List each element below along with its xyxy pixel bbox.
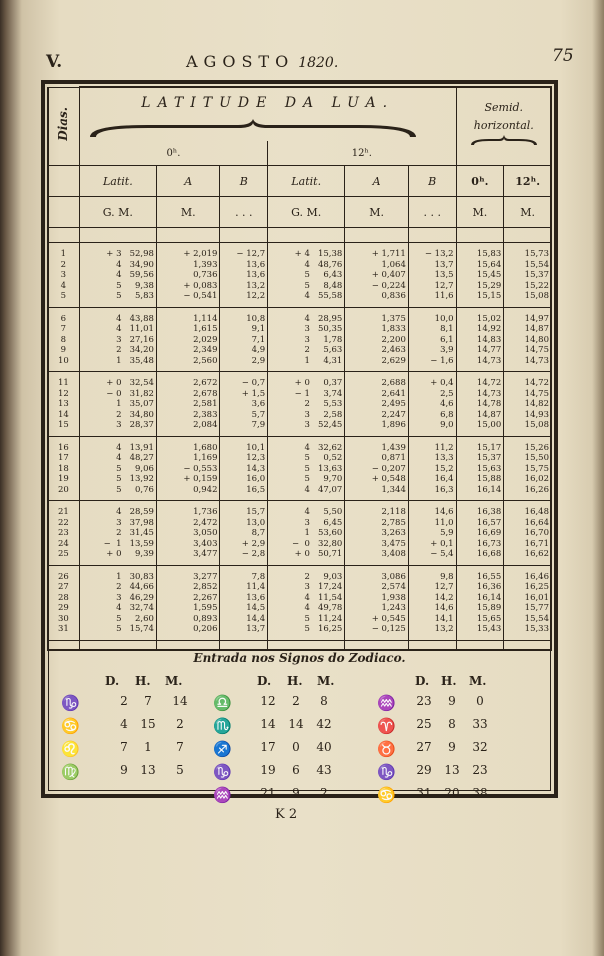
- cancer-icon: ♋: [61, 717, 80, 735]
- table-title: LATITUDE DA LUA.: [141, 95, 395, 111]
- entry-minute: 0: [476, 694, 484, 708]
- hour0-label: 0ʰ.: [79, 141, 267, 166]
- hour12-label: 12ʰ.: [268, 141, 456, 166]
- lat0-cell: 4 28,59 3 37,98 2 31,45 − 1 13,59 + 0 9,39: [103, 507, 154, 559]
- entry-day: 31: [416, 786, 432, 800]
- zodiac-entry: [61, 740, 211, 763]
- aries-icon: ♈: [377, 717, 396, 735]
- entry-hour: 7: [144, 694, 152, 708]
- entry-day: 29: [416, 763, 432, 777]
- b12-cell: − 13,2 13,7 13,5 12,7 11,6: [424, 249, 454, 301]
- semid12-cell: 15,26 15,50 15,75 16,02 16,26: [524, 442, 549, 495]
- entry-minute: 33: [472, 717, 488, 731]
- col-semid-0: 0ʰ.: [456, 166, 504, 197]
- entry-hour: 13: [444, 763, 460, 777]
- table-title-cell: [79, 87, 456, 142]
- entry-hour: 15: [140, 717, 156, 731]
- semid0-cell: 15,02 14,92 14,83 14,77 14,73: [476, 313, 502, 366]
- entry-hour: 20: [444, 786, 460, 800]
- b12-cell: 10,0 8,1 6,1 3,9 − 1,6: [430, 313, 454, 366]
- lat12-cell: + 0 0,37 − 1 3,74 2 5,53 3 2,58 3 52,45: [294, 378, 343, 430]
- table-row-block: [48, 565, 552, 640]
- a0-cell: 1,680 1,169 − 0,553 + 0,159 0,942: [183, 442, 218, 495]
- unit-dots-0: . . .: [220, 197, 268, 228]
- small-brace-ornament: [469, 135, 539, 147]
- a0-cell: + 2,019 1,393 0,736 + 0,083 − 0,541: [183, 249, 218, 301]
- lat12-cell: 2 9,03 3 17,24 4 11,54 4 49,78 5 11,24 5 16,25: [304, 571, 343, 634]
- header-m: M.: [317, 674, 335, 688]
- cancer-icon: ♋: [377, 786, 396, 804]
- dias-label: Dias.: [56, 107, 71, 142]
- table-row-block: [48, 307, 552, 372]
- zodiac-entry: [377, 717, 527, 740]
- entry-day: 23: [416, 694, 432, 708]
- zodiac-section: [47, 648, 552, 804]
- zodiac-entry: [213, 763, 363, 786]
- entry-day: 9: [120, 763, 128, 777]
- page-title: [186, 52, 338, 71]
- semid12-cell: 16,48 16,64 16,70 16,71 16,62: [524, 507, 549, 559]
- entry-minute: 43: [316, 763, 332, 777]
- entry-hour: 8: [448, 717, 456, 731]
- entry-day: 2: [120, 694, 128, 708]
- entry-day: 14: [260, 717, 276, 731]
- header-d: D.: [257, 674, 272, 688]
- b0-cell: − 0,7 + 1,5 3,6 5,7 7,9: [241, 378, 266, 430]
- semid0-cell: 15,17 15,37 15,63 15,88 16,14: [476, 442, 502, 495]
- zodiac-entry: [61, 763, 211, 786]
- unit-m-0: M.: [156, 197, 220, 228]
- zodiac-header: [61, 674, 211, 694]
- b0-cell: − 12,7 13,6 13,6 13,2 12,2: [236, 249, 266, 301]
- brace-ornament: [88, 117, 418, 139]
- header-m: M.: [165, 674, 183, 688]
- lat0-cell: + 0 32,54 − 0 31,82 1 35,07 2 34,80 3 28,37: [106, 378, 154, 430]
- unit-m-semid-0: M.: [456, 197, 504, 228]
- dias-header-cell: [48, 87, 80, 166]
- table-row-block: [48, 436, 552, 501]
- entry-minute: 32: [472, 740, 488, 754]
- col-semid-12: 12ʰ.: [504, 166, 552, 197]
- entry-minute: 40: [316, 740, 332, 754]
- aquarius-icon: ♒: [213, 786, 232, 804]
- entry-hour: 6: [292, 763, 300, 777]
- lat12-cell: 4 32,62 5 0,52 5 13,63 5 9,70 4 47,07: [304, 442, 343, 495]
- leo-icon: ♌: [61, 740, 80, 758]
- zodiac-entry: [213, 740, 363, 763]
- month-title: AGOSTO: [186, 52, 295, 71]
- header-h: H.: [287, 674, 303, 688]
- semid0-cell: 14,72 14,73 14,78 14,87 15,00: [476, 378, 502, 430]
- unit-dots-12: . . .: [408, 197, 456, 228]
- semid0-cell: 15,83 15,64 15,45 15,29 15,15: [476, 249, 502, 301]
- unit-m-semid-12: M.: [504, 197, 552, 228]
- zodiac-title: Entrada nos Signos do Zodiaco.: [193, 651, 406, 665]
- sagittarius-icon: ♐: [213, 740, 232, 758]
- entry-hour: 1: [144, 740, 152, 754]
- entry-hour: 9: [448, 740, 456, 754]
- virgo-icon: ♍: [61, 763, 80, 781]
- lat12-cell: + 4 15,38 4 48,76 5 6,43 5 8,48 4 55,58: [294, 249, 343, 301]
- header-h: H.: [135, 674, 151, 688]
- entry-hour: 2: [292, 694, 300, 708]
- semid12-cell: 15,73 15,54 15,37 15,22 15,08: [524, 249, 549, 301]
- entry-day: 7: [120, 740, 128, 754]
- page-number: 75: [552, 46, 574, 66]
- days-cell: 26 27 28 29 30 31: [57, 571, 69, 634]
- lat0-cell: 4 43,88 4 11,01 3 27,16 2 34,20 1 35,48: [116, 313, 154, 366]
- entry-day: 17: [260, 740, 276, 754]
- entry-day: 21: [260, 786, 276, 800]
- b0-cell: 10,8 9,1 7,1 4,9 2,9: [246, 313, 266, 366]
- zodiac-column-3: [377, 674, 527, 809]
- signature-mark: K 2: [275, 807, 298, 822]
- zodiac-header: [213, 674, 363, 694]
- capricorn-icon: ♑: [213, 763, 232, 781]
- a12-cell: 1,375 1,833 2,200 2,463 2,629: [381, 313, 406, 366]
- entry-minute: 38: [472, 786, 488, 800]
- days-cell: 6 7 8 9 10: [57, 313, 69, 366]
- zodiac-entry: [61, 694, 211, 717]
- semid12-cell: 14,72 14,75 14,82 14,93 15,08: [524, 378, 549, 430]
- a12-cell: 2,688 2,641 2,495 2,247 1,896: [381, 378, 406, 430]
- header-d: D.: [105, 674, 120, 688]
- semid-label: Semid.: [484, 101, 524, 114]
- entry-hour: 0: [292, 740, 300, 754]
- section-number: V.: [46, 52, 63, 72]
- semid0-cell: 16,55 16,36 16,14 15,89 15,65 15,43: [476, 571, 502, 634]
- table-row-block: [48, 372, 552, 437]
- header-m: M.: [469, 674, 487, 688]
- b12-cell: 9,8 12,7 14,2 14,6 14,1 13,2: [434, 571, 454, 634]
- col-a-0: A: [156, 166, 220, 197]
- year: 1820.: [298, 55, 339, 71]
- entry-minute: 7: [176, 740, 184, 754]
- col-a-12: A: [345, 166, 409, 197]
- lat0-cell: + 3 52,98 4 34,90 4 59,56 5 9,38 5 5,83: [106, 249, 154, 301]
- entry-minute: 5: [176, 763, 184, 777]
- a0-cell: 2,672 2,678 2,581 2,383 2,084: [193, 378, 218, 430]
- a0-cell: 1,114 1,615 2,029 2,349 2,560: [193, 313, 218, 366]
- b0-cell: 7,8 11,4 13,6 14,5 14,4 13,7: [246, 571, 266, 634]
- entry-minute: 42: [316, 717, 332, 731]
- table-row-block: [48, 501, 552, 566]
- entry-hour: 14: [288, 717, 304, 731]
- a0-cell: 3,277 2,852 2,267 1,595 0,893 0,206: [193, 571, 218, 634]
- zodiac-column-2: [213, 674, 363, 809]
- entry-hour: 9: [292, 786, 300, 800]
- a12-cell: + 1,711 1,064 + 0,407 − 0,224 0,836: [371, 249, 406, 301]
- scorpio-icon: ♏: [213, 717, 232, 735]
- a12-cell: 2,118 2,785 3,263 3,475 3,408: [381, 507, 406, 559]
- lat0-cell: 1 30,83 2 44,66 3 46,29 4 32,74 5 2,60 5 15,74: [116, 571, 154, 634]
- entry-minute: 23: [472, 763, 488, 777]
- a12-cell: 1,439 0,871 − 0,207 + 0,548 1,344: [371, 442, 406, 495]
- capricorn-icon: ♑: [377, 763, 396, 781]
- unit-gm-12: G. M.: [268, 197, 345, 228]
- entry-day: 27: [416, 740, 432, 754]
- horizontal-label: horizontal.: [473, 119, 534, 132]
- b0-cell: 10,1 12,3 14,3 16,0 16,5: [246, 442, 266, 495]
- zodiac-entry: [377, 694, 527, 717]
- semid12-cell: 14,97 14,87 14,80 14,75 14,73: [524, 313, 549, 366]
- zodiac-entry: [377, 763, 527, 786]
- zodiac-entry: [377, 786, 527, 809]
- col-latit-12: Latit.: [268, 166, 345, 197]
- entry-day: 19: [260, 763, 276, 777]
- b12-cell: 14,6 11,0 5,9 + 0,1 − 5,4: [430, 507, 454, 559]
- col-latit-0: Latit.: [79, 166, 156, 197]
- zodiac-column-1: [61, 674, 211, 786]
- col-b-0: B: [220, 166, 268, 197]
- entry-hour: 13: [140, 763, 156, 777]
- header-d: D.: [415, 674, 430, 688]
- capricorn-icon: ♑: [61, 694, 80, 712]
- zodiac-entry: [61, 717, 211, 740]
- entry-day: 25: [416, 717, 432, 731]
- page-header: [0, 46, 604, 76]
- entry-minute: 8: [320, 694, 328, 708]
- b12-cell: 11,2 13,3 15,2 16,4 16,3: [434, 442, 454, 495]
- entry-minute: 2: [320, 786, 328, 800]
- lat0-cell: 4 13,91 4 48,27 5 9,06 5 13,92 5 0,76: [116, 442, 154, 495]
- entry-hour: 9: [448, 694, 456, 708]
- a12-cell: 3,086 2,574 1,938 1,243 + 0,545 − 0,125: [371, 571, 406, 634]
- days-cell: 1 2 3 4 5: [60, 249, 67, 301]
- semid12-cell: 16,46 16,25 16,01 15,77 15,54 15,33: [524, 571, 549, 634]
- unit-gm-0: G. M.: [79, 197, 156, 228]
- days-cell: 11 12 13 14 15: [57, 378, 69, 430]
- table-row-block: [48, 243, 552, 308]
- semid-header-cell: [456, 87, 551, 166]
- lat12-cell: 4 5,50 3 6,45 1 53,60 − 0 32,80 + 0 50,71: [291, 507, 343, 559]
- entry-day: 4: [120, 717, 128, 731]
- zodiac-header: [377, 674, 527, 694]
- days-cell: 21 22 23 24 25: [57, 507, 69, 559]
- unit-m-12: M.: [345, 197, 409, 228]
- a0-cell: 1,736 2,472 3,050 3,403 3,477: [193, 507, 218, 559]
- taurus-icon: ♉: [377, 740, 396, 758]
- zodiac-entry: [213, 717, 363, 740]
- aquarius-icon: ♒: [377, 694, 396, 712]
- entry-day: 12: [260, 694, 276, 708]
- zodiac-entry: [213, 694, 363, 717]
- header-h: H.: [441, 674, 457, 688]
- lat12-cell: 4 28,95 3 50,35 3 1,78 2 5,63 1 4,31: [304, 313, 343, 366]
- days-cell: 16 17 18 19 20: [57, 442, 69, 495]
- libra-icon: ♎: [213, 694, 232, 712]
- zodiac-entry: [213, 786, 363, 809]
- entry-minute: 2: [176, 717, 184, 731]
- b0-cell: 15,7 13,0 8,7 + 2,9 − 2,8: [241, 507, 266, 559]
- col-b-12: B: [408, 166, 456, 197]
- entry-minute: 14: [172, 694, 188, 708]
- semid0-cell: 16,38 16,57 16,69 16,73 16,68: [476, 507, 502, 559]
- b12-cell: + 0,4 2,5 4,6 6,8 9,0: [430, 378, 454, 430]
- zodiac-entry: [377, 740, 527, 763]
- moon-latitude-table: [47, 86, 552, 651]
